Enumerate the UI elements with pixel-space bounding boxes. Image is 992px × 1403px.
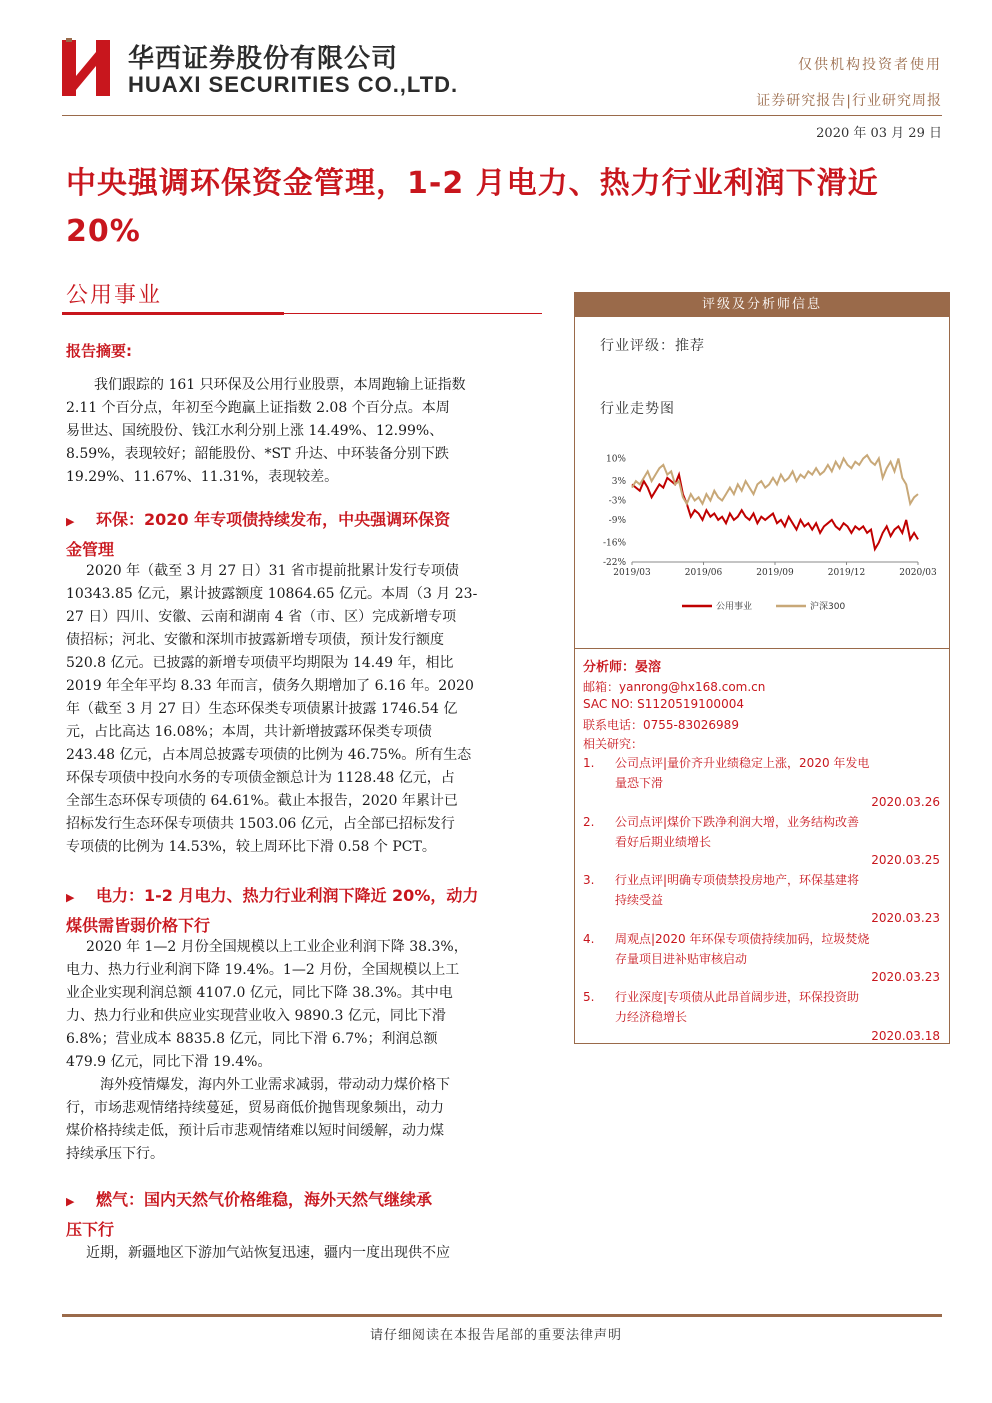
legend-label: 沪深300	[810, 602, 846, 612]
section-paragraph-gas	[66, 1242, 546, 1265]
y-tick-label: 10%	[605, 454, 626, 465]
text-line: 全部生态环保专项债的 64.61%。截止本报告，2020 年累计已	[66, 793, 458, 809]
series-line	[632, 455, 918, 504]
text-line: 6.8%；营业成本 8835.8 亿元，同比下滑 6.7%；利润总额	[66, 1031, 438, 1047]
sector-name: 公用事业	[66, 283, 163, 308]
analyst-sac: SAC NO: S1120519100004	[583, 697, 744, 711]
related-num: 4.	[583, 932, 595, 946]
text-line: 我们跟踪的 161 只环保及公用行业股票，本周跑输上证指数	[94, 377, 466, 393]
text-line: 招标发行生态环保专项债共 1503.06 亿元，占全部已招标发行	[66, 816, 455, 832]
x-tick-label: 2019/09	[756, 568, 794, 578]
related-line: 公司点评|煤价下跌净利润大增，业务结构改善	[615, 815, 860, 829]
sector-underline-thin	[284, 313, 542, 314]
section-paragraph-power-2	[66, 1074, 546, 1166]
audience-note: 仅供机构投资者使用	[798, 57, 942, 73]
abstract-paragraph	[66, 374, 546, 489]
trend-chart-label: 行业走势图	[600, 401, 675, 417]
text-line: 520.8 亿元。已披露的新增专项债平均期限为 14.49 年，相比	[66, 655, 454, 671]
y-tick-label: -22%	[602, 558, 626, 568]
y-tick-label: 3%	[611, 477, 626, 488]
heading-line: 压下行	[66, 1220, 115, 1239]
text-line: 479.9 亿元，同比下滑 19.4%。	[66, 1054, 272, 1070]
related-line: 存量项目进补贴审核启动	[615, 952, 748, 966]
related-line: 力经济稳增长	[615, 1010, 688, 1024]
huaxi-logo-icon	[62, 38, 114, 96]
header-divider	[62, 115, 942, 116]
text-line: 债招标；河北、安徽和深圳市披露新增专项债，预计发行额度	[66, 632, 444, 648]
x-tick-label: 2019/06	[684, 568, 723, 578]
text-line: 行，市场悲观情绪持续蔓延，贸易商低价抛售现象频出，动力	[66, 1100, 444, 1116]
heading-line: 环保：2020 年专项债持续发布，中央强调环保资	[96, 510, 451, 529]
heading-line: 金管理	[66, 540, 115, 559]
text-line: 元，占比高达 16.08%；本周，共计新增披露环保类专项债	[66, 724, 432, 740]
text-line: 19.29%、11.67%、11.31%，表现较差。	[66, 469, 339, 485]
analyst-phone: 联系电话：0755-83026989	[583, 718, 739, 732]
text-line: 2.11 个百分点，年初至今跑赢上证指数 2.08 个百分点。本周	[66, 400, 450, 416]
related-line: 看好后期业绩增长	[615, 835, 712, 849]
text-line: 8.59%，表现较好；韶能股份、*ST 升达、中环装备分别下跌	[66, 446, 449, 462]
related-num: 1.	[583, 756, 595, 770]
company-name-cn: 华西证券股份有限公司	[128, 44, 399, 74]
text-line: 2019 年全年平均 8.33 年而言，债务久期增加了 6.16 年。2020	[66, 678, 474, 694]
related-line: 行业点评|明确专项债禁投房地产，环保基建将	[615, 873, 860, 887]
heading-line: 煤供需皆弱价格下行	[66, 916, 211, 935]
related-date: 2020.03.23	[871, 970, 940, 984]
related-date: 2020.03.25	[871, 853, 940, 867]
section-paragraph-env	[66, 560, 546, 859]
related-research-label: 相关研究：	[583, 737, 644, 751]
heading-line: 电力：1-2 月电力、热力行业利润下降近 20%，动力	[96, 886, 479, 905]
y-tick-label: -16%	[602, 538, 626, 549]
related-line: 行业深度|专项债从此昂首阔步进，环保投资助	[615, 990, 860, 1004]
text-line: 2020 年（截至 3 月 27 日）31 省市提前批累计发行专项债	[86, 563, 459, 579]
arrow-icon: ▶	[66, 1195, 75, 1208]
arrow-icon: ▶	[66, 515, 75, 528]
related-num: 3.	[583, 873, 595, 887]
abstract-label: 报告摘要:	[66, 342, 132, 360]
text-line: 243.48 亿元，占本周总披露专项债的比例为 46.75%。所有生态	[66, 747, 472, 763]
section-heading-env	[66, 506, 556, 564]
legend-label: 公用事业	[716, 602, 753, 612]
text-line: 持续承压下行。	[66, 1146, 164, 1162]
report-type: 证券研究报告|行业研究周报	[756, 93, 942, 109]
related-line: 持续受益	[615, 893, 664, 907]
analyst-name: 分析师：晏溶	[583, 660, 662, 675]
text-line: 专项债的比例为 14.53%，较上周环比下滑 0.58 个 PCT。	[66, 839, 436, 855]
industry-trend-chart	[596, 440, 946, 640]
footer-divider	[62, 1314, 942, 1317]
industry-rating: 行业评级：推荐	[600, 338, 705, 354]
text-line: 27 日）四川、安徽、云南和湖南 4 省（市、区）完成新增专项	[66, 609, 457, 625]
section-heading-gas	[66, 1186, 556, 1244]
sector-underline	[62, 312, 284, 315]
analyst-divider	[575, 648, 949, 649]
text-line: 近期，新疆地区下游加气站恢复迅速，疆内一度出现供不应	[86, 1245, 450, 1261]
related-num: 2.	[583, 815, 595, 829]
arrow-icon: ▶	[66, 891, 75, 904]
report-title: 中央强调环保资金管理，1-2 月电力、热力行业利润下滑近 20%	[66, 166, 879, 249]
text-line: 10343.85 亿元，累计披露额度 10864.65 亿元。本周（3 月 23-	[66, 586, 478, 602]
section-heading-power	[66, 882, 556, 940]
text-line: 电力、热力行业利润下降 19.4%。1—2 月份，全国规模以上工	[66, 962, 460, 978]
x-tick-label: 2020/03	[899, 568, 937, 578]
text-line: 力、热力行业和供应业实现营业收入 9890.3 亿元，同比下滑	[66, 1008, 446, 1024]
text-line: 易世达、国统股份、钱江水利分别上涨 14.49%、12.99%、	[66, 423, 444, 439]
text-line: 2020 年 1—2 月份全国规模以上工业企业利润下降 38.3%，	[86, 939, 468, 955]
related-line: 量恐下滑	[615, 776, 664, 790]
y-tick-label: -3%	[608, 496, 626, 507]
y-tick-label: -9%	[608, 515, 626, 526]
report-date: 2020 年 03 月 29 日	[816, 126, 942, 141]
related-date: 2020.03.18	[871, 1029, 940, 1043]
related-date: 2020.03.23	[871, 911, 940, 925]
heading-line: 燃气：国内天然气价格维稳，海外天然气继续承	[96, 1190, 433, 1209]
related-num: 5.	[583, 990, 595, 1004]
related-date: 2020.03.26	[871, 795, 940, 809]
legal-disclaimer-note[interactable]: 请仔细阅读在本报告尾部的重要法律声明	[369, 1328, 622, 1343]
text-line: 煤价格持续走低，预计后市悲观情绪难以短时间缓解，动力煤	[66, 1123, 444, 1139]
sidebar-header: 评级及分析师信息	[575, 293, 949, 317]
related-line: 周观点|2020 年环保专项债持续加码，垃圾焚烧	[615, 932, 870, 946]
text-line: 环保专项债中投向水务的专项债金额总计为 1128.48 亿元，占	[66, 770, 455, 786]
text-line: 业企业实现利润总额 4107.0 亿元，同比下降 38.3%。其中电	[66, 985, 453, 1001]
x-tick-label: 2019/03	[613, 568, 651, 578]
analyst-email[interactable]: 邮箱：yanrong@hx168.com.cn	[583, 680, 766, 694]
company-name-en: HUAXI SECURITIES CO.,LTD.	[128, 72, 459, 97]
related-line: 公司点评|量价齐升业绩稳定上涨，2020 年发电	[615, 756, 870, 770]
x-tick-label: 2019/12	[827, 568, 866, 578]
section-paragraph-power	[66, 936, 546, 1074]
text-line: 海外疫情爆发，海内外工业需求减弱，带动动力煤价格下	[100, 1077, 450, 1093]
text-line: 年（截至 3 月 27 日）生态环保类专项债累计披露 1746.54 亿	[66, 701, 458, 717]
